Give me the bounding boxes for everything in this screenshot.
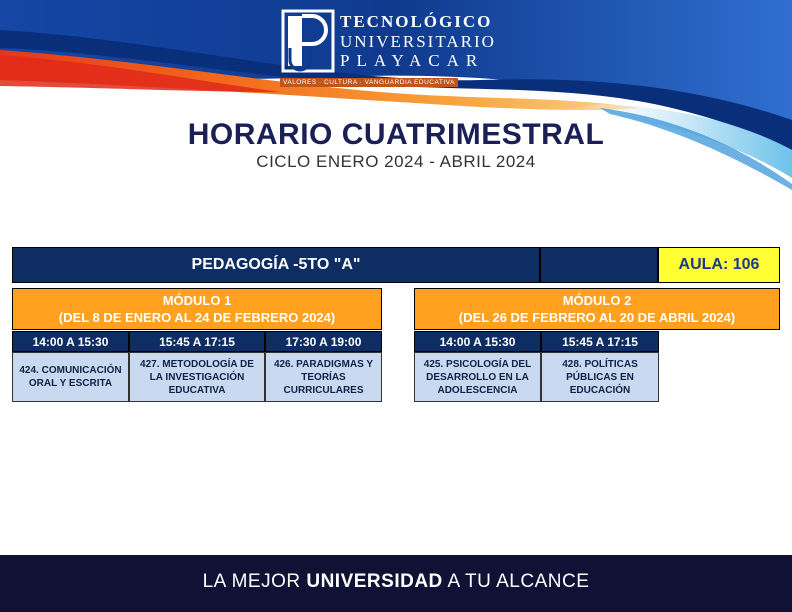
module-2-dates: (DEL 26 DE FEBRERO AL 20 DE ABRIL 2024)	[458, 310, 736, 325]
time-slot: 17:30 A 19:00	[265, 331, 382, 352]
time-slot: 14:00 A 15:30	[12, 331, 129, 352]
logo-text-line2: UNIVERSITARIO	[340, 32, 496, 51]
page-subtitle: CICLO ENERO 2024 - ABRIL 2024	[256, 152, 536, 171]
footer-slogan	[0, 571, 792, 593]
subject-cell: 425. PSICOLOGÍA DEL DESARROLLO EN LA ADOLESCENCIA	[414, 352, 541, 402]
room-badge: AULA: 106	[658, 247, 780, 283]
group-header: PEDAGOGÍA -5TO "A"	[12, 247, 540, 283]
subject-cell: 426. PARADIGMAS Y TEORÍAS CURRICULARES	[265, 352, 382, 402]
footer-slogan-suffix: A TU ALCANCE	[442, 571, 590, 592]
time-slot: 14:00 A 15:30	[414, 331, 541, 352]
header-spacer	[540, 247, 658, 283]
logo-monogram-icon	[280, 8, 336, 74]
logo-tagline: VALORES · CULTURA · VANGUARDIA EDUCATIVA	[280, 78, 458, 87]
footer-bar	[0, 555, 792, 612]
university-logo	[280, 8, 520, 90]
subject-cell: 427. METODOLOGÍA DE LA INVESTIGACIÓN EDUCATIVA	[129, 352, 265, 402]
time-slot: 15:45 A 17:15	[541, 331, 659, 352]
footer-slogan-emphasis: UNIVERSIDAD	[306, 571, 443, 592]
subject-cell: 428. POLÍTICAS PÚBLICAS EN EDUCACIÓN	[541, 352, 659, 402]
subject-cell: 424. COMUNICACIÓN ORAL Y ESCRITA	[12, 352, 129, 402]
logo-text-line3: PLAYACAR	[340, 51, 485, 70]
page-title: HORARIO CUATRIMESTRAL	[187, 118, 605, 151]
module-2-header	[414, 288, 780, 330]
module-1-name: MÓDULO 1	[162, 293, 232, 308]
time-slot: 15:45 A 17:15	[129, 331, 265, 352]
footer-slogan-prefix: LA MEJOR	[202, 571, 307, 592]
module-2-name: MÓDULO 2	[562, 293, 632, 308]
logo-text-line1: TECNOLÓGICO	[340, 12, 493, 31]
module-1-header	[12, 288, 382, 330]
module-1-dates: (DEL 8 DE ENERO AL 24 DE FEBRERO 2024)	[58, 310, 336, 325]
